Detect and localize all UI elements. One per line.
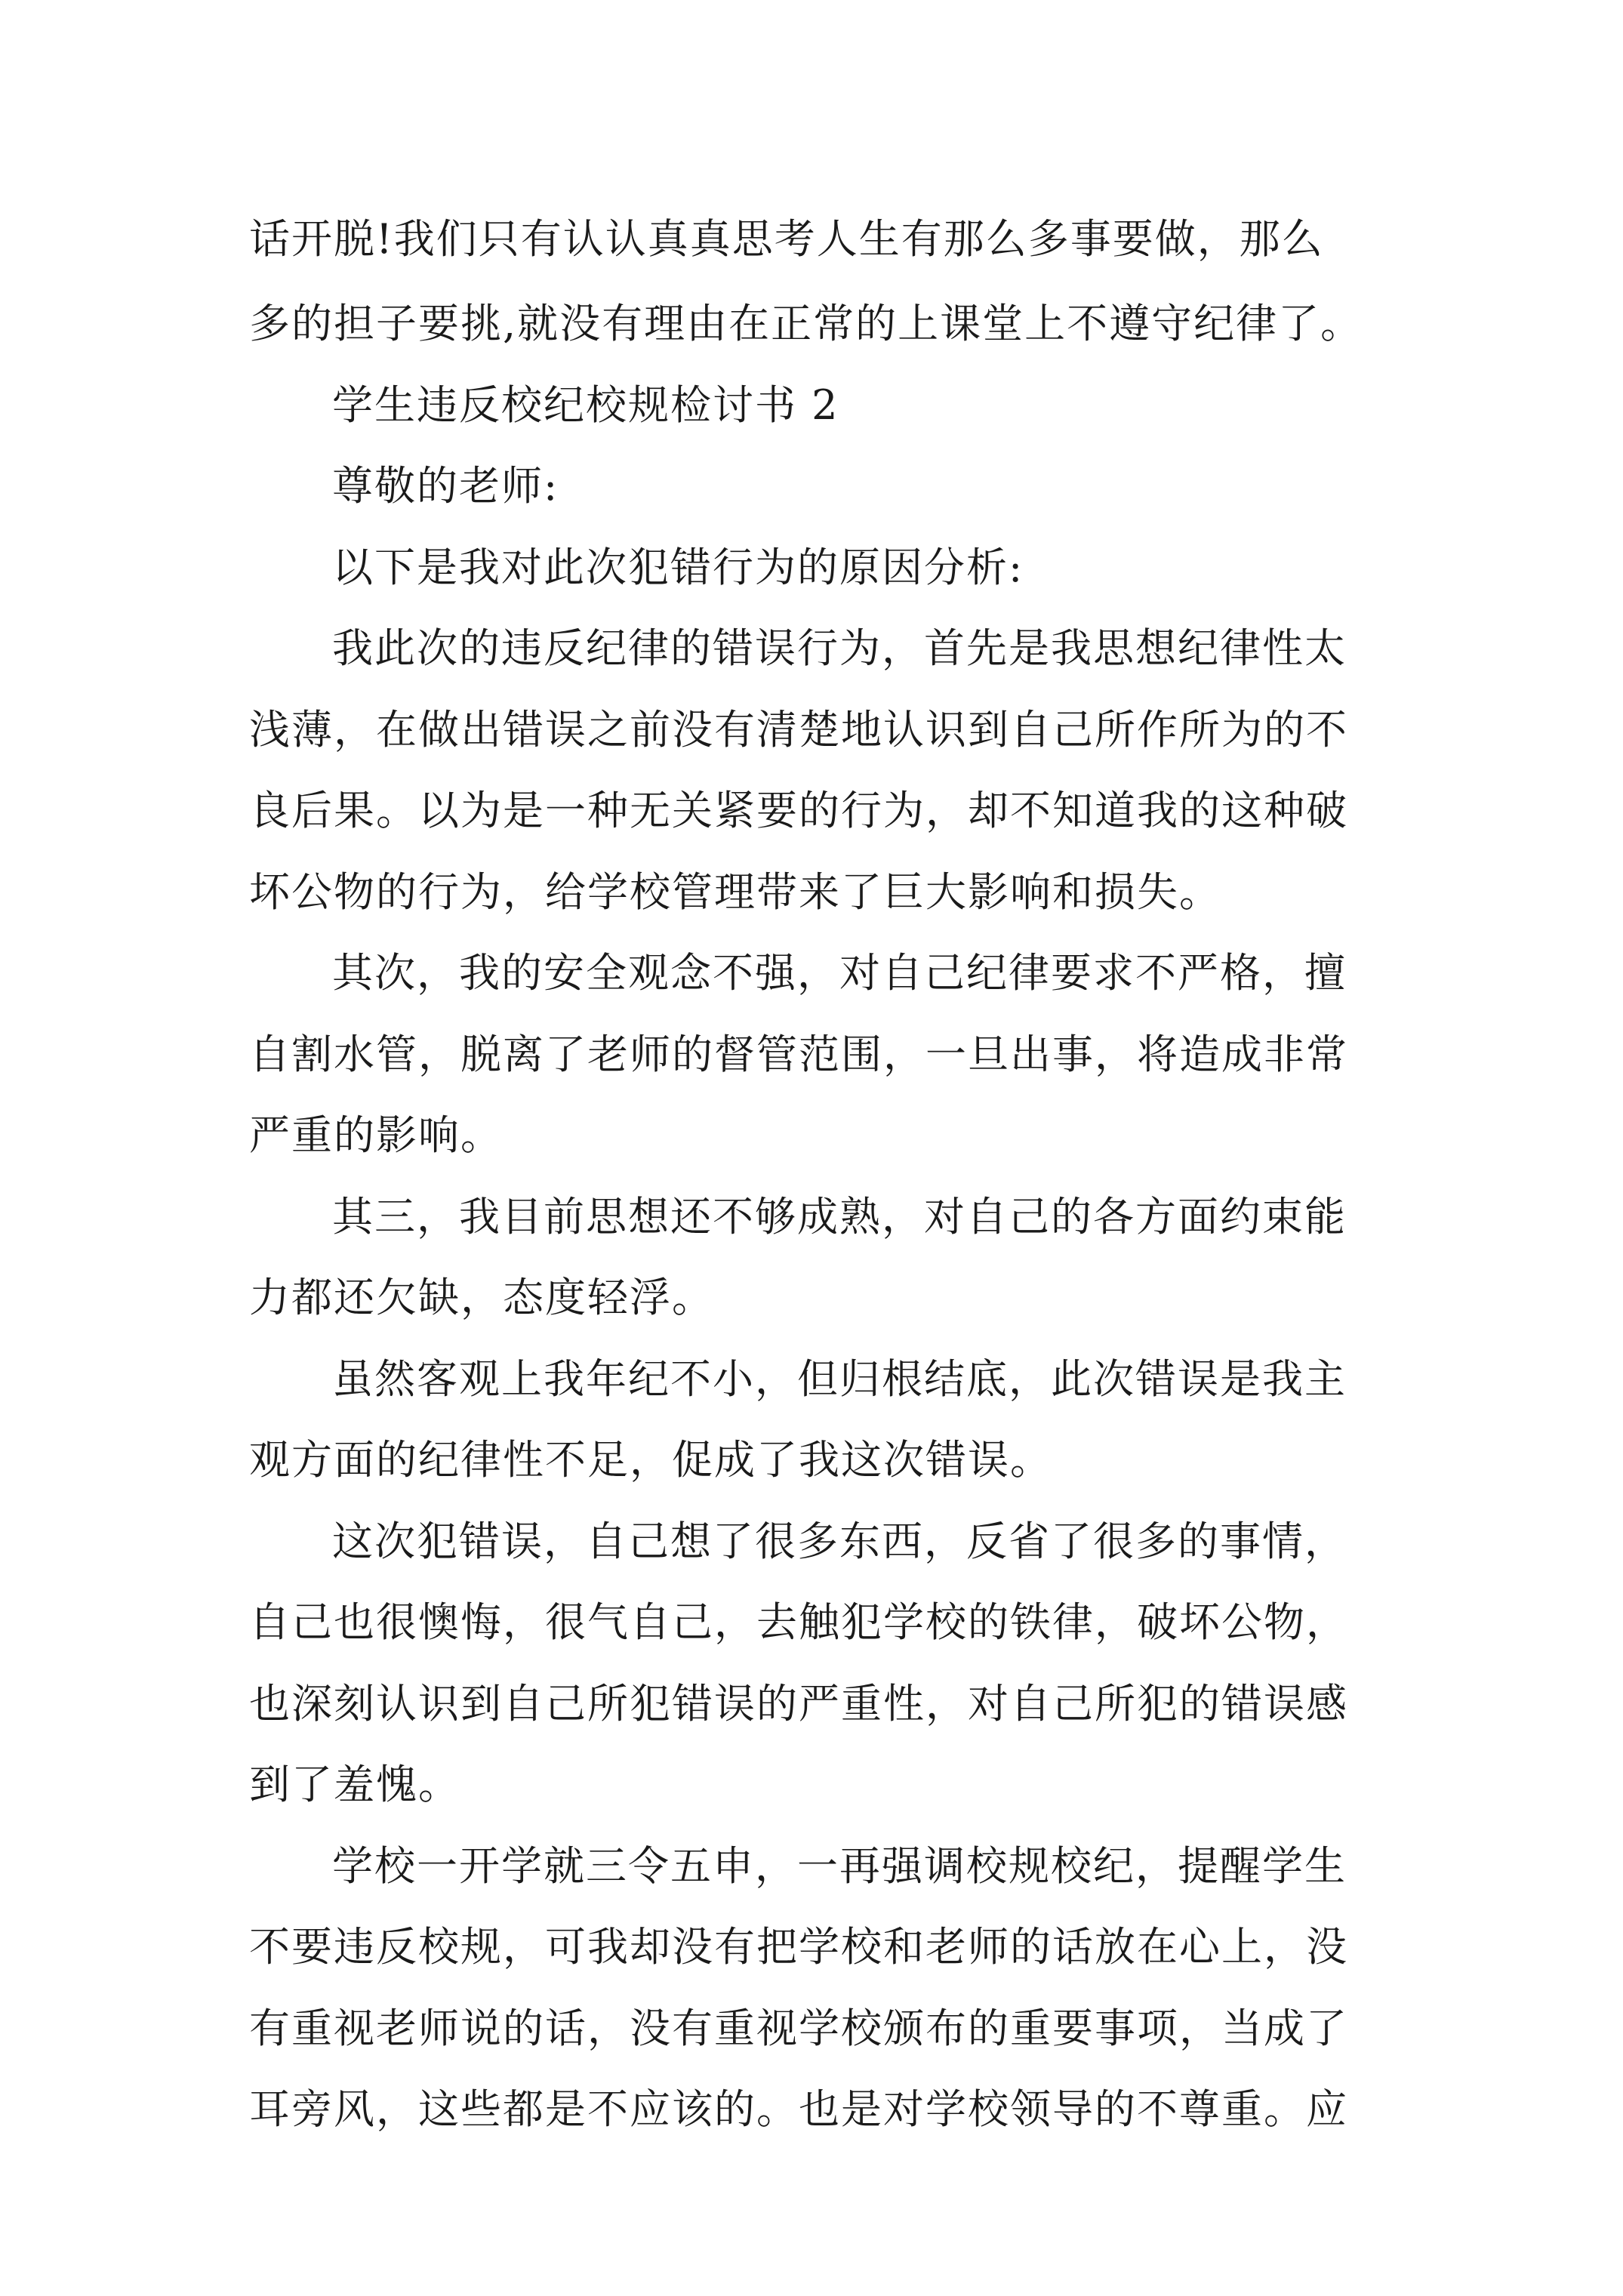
body-text-line: 坏公物的行为，给学校管理带来了巨大影响和损失。 [249,868,1221,916]
body-text-line: 力都还欠缺，态度轻浮。 [249,1274,714,1321]
body-text-line: 其三，我目前思想还不够成熟，对自己的各方面约束能 [332,1193,1347,1240]
body-text-line: 也深刻认识到自己所犯错误的严重性，对自己所犯的错误感 [249,1680,1348,1727]
body-text-line: 严重的影响。 [249,1111,503,1159]
body-text-line: 多的担子要挑,就没有理由在正常的上课堂上不遵守纪律了。 [249,300,1363,347]
body-text-line: 学校一开学就三令五申，一再强调校规校纪，提醒学生 [332,1842,1347,1890]
body-text-line: 我此次的违反纪律的错误行为，首先是我思想纪律性太 [332,624,1347,672]
body-text-line: 其次，我的安全观念不强，对自己纪律要求不严格，擅 [332,949,1347,997]
body-text-line: 自己也很懊悔，很气自己，去触犯学校的铁律，破坏公物， [249,1598,1348,1646]
body-text-line: 耳旁风，这些都是不应该的。也是对学校领导的不尊重。应 [249,2085,1348,2133]
salutation: 尊敬的老师: [332,462,559,510]
section-heading: 学生违反校纪校规检讨书 2 [332,381,839,429]
body-text-line: 观方面的纪律性不足，促成了我这次错误。 [249,1436,1052,1484]
body-text-line: 话开脱!我们只有认认真真思考人生有那么多事要做，那么 [249,215,1324,263]
body-text-line: 以下是我对此次犯错行为的原因分析: [332,544,1024,591]
body-text-line: 虽然客观上我年纪不小，但归根结底，此次错误是我主 [332,1355,1347,1403]
body-text-line: 这次犯错误，自己想了很多东西，反省了很多的事情， [332,1518,1347,1565]
body-text-line: 良后果。以为是一种无关紧要的行为，却不知道我的这种破 [249,787,1348,834]
body-text-line: 自割水管，脱离了老师的督管范围，一旦出事，将造成非常 [249,1031,1348,1078]
body-text-line: 有重视老师说的话，没有重视学校颁布的重要事项，当成了 [249,2005,1348,2052]
body-text-line: 浅薄，在做出错误之前没有清楚地认识到自己所作所为的不 [249,706,1348,754]
body-text-line: 不要违反校规，可我却没有把学校和老师的话放在心上，没 [249,1923,1348,1971]
body-text-line: 到了羞愧。 [249,1761,460,1808]
